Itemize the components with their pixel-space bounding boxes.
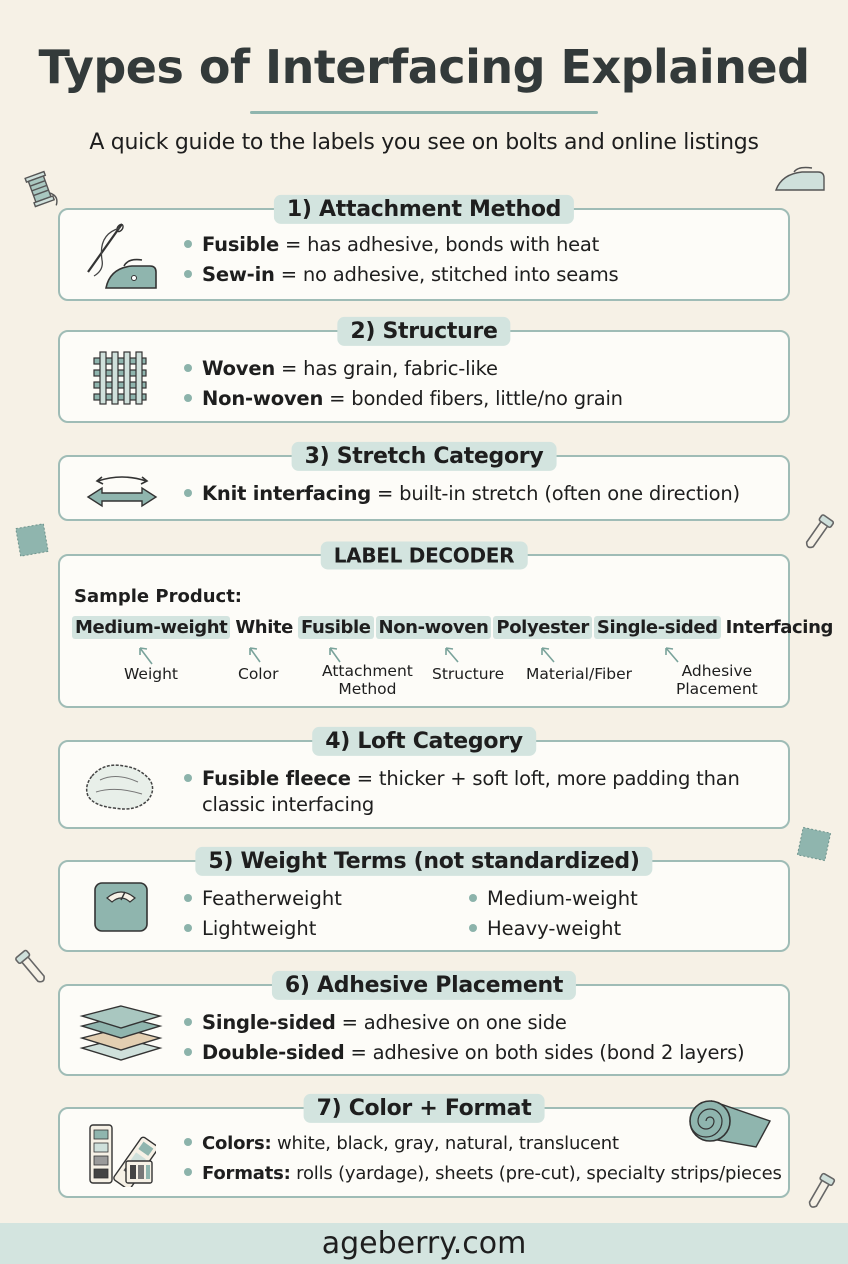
term-non-woven: Non-woven [376, 616, 492, 639]
scale-icon [92, 880, 150, 934]
decoder-label-attachment: Attachment Method [322, 662, 413, 698]
section-heading: 2) Structure [337, 317, 510, 346]
section-attachment-method [58, 196, 790, 301]
section-heading: 5) Weight Terms (not standardized) [195, 847, 652, 876]
section-label-decoder [58, 543, 833, 708]
section-adhesive-placement [58, 972, 790, 1076]
section-color-format [58, 1095, 790, 1198]
weight-item-medium-weight: Medium-weight [469, 884, 638, 914]
bullet-double-sided: Double-sided = adhesive on both sides (bond 2 layers) [184, 1038, 744, 1068]
safety-pin-decor-icon [800, 513, 836, 553]
term-interfacing: Interfacing [725, 617, 833, 638]
bullet-fusible-fleece: Fusible fleece = thicker + soft loft, more padding than [184, 764, 740, 794]
layers-icon [78, 1002, 164, 1064]
bullet-knit-interfacing: Knit interfacing = built-in stretch (often one direction) [184, 479, 740, 509]
weight-item-featherweight: Featherweight [184, 884, 342, 914]
section-heading: 4) Loft Category [312, 727, 536, 756]
term-polyester: Polyester [493, 616, 591, 639]
page-title: Types of Interfacing Explained [38, 40, 810, 94]
weight-item-heavy-weight: Heavy-weight [469, 914, 621, 944]
term-white: White [235, 617, 293, 638]
fabric-roll-icon [686, 1093, 776, 1153]
bullet-fusible-fleece-line2: classic interfacing [202, 793, 375, 816]
bullet-non-woven: Non-woven = bonded fibers, little/no grain [184, 384, 623, 414]
section-heading: 3) Stretch Category [292, 442, 557, 471]
thread-spool-icon [20, 168, 60, 212]
decoder-label-adhesive: Adhesive Placement [676, 662, 758, 698]
safety-pin-decor-icon-3 [802, 1172, 838, 1212]
fabric-swatch-decor-icon [12, 520, 52, 560]
bullet-colors: Colors: white, black, gray, natural, translucent [184, 1129, 619, 1159]
section-heading: LABEL DECODER [321, 541, 528, 569]
sample-product-terms [72, 616, 838, 639]
iron-decor-icon [772, 166, 828, 196]
section-heading: 7) Color + Format [304, 1094, 545, 1123]
weight-item-lightweight: Lightweight [184, 914, 316, 944]
section-heading: 6) Adhesive Placement [272, 971, 576, 1000]
section-structure [58, 318, 790, 423]
fleece-icon [80, 756, 160, 816]
term-single-sided: Single-sided [594, 616, 721, 639]
bullet-formats: Formats: rolls (yardage), sheets (pre-cut), specialty strips/pieces [184, 1159, 782, 1189]
decoder-label-color: Color [238, 665, 279, 683]
bullet-single-sided: Single-sided = adhesive on one side [184, 1008, 567, 1038]
decoder-label-material: Material/Fiber [526, 665, 633, 683]
swatch-card-icon [86, 1121, 156, 1187]
needle-and-iron-icon [80, 220, 160, 292]
footer-site-name: ageberry.com [0, 1223, 848, 1264]
section-weight-terms [58, 848, 790, 952]
safety-pin-decor-icon-2 [14, 948, 50, 988]
title-underline [250, 111, 598, 114]
bullet-sew-in: Sew-in = no adhesive, stitched into seams [184, 260, 619, 290]
section-loft-category [58, 728, 790, 829]
woven-grid-icon [90, 348, 150, 408]
section-stretch-category [58, 443, 790, 521]
fabric-swatch-decor-icon-2 [794, 824, 834, 864]
decoder-label-structure: Structure [432, 665, 505, 683]
sample-product-label: Sample Product: [74, 586, 243, 607]
bullet-fusible: Fusible = has adhesive, bonds with heat [184, 230, 599, 260]
decoder-label-weight: Weight [124, 665, 179, 683]
stretch-arrow-icon [84, 471, 160, 509]
page-subtitle: A quick guide to the labels you see on bolts and online listings [89, 130, 759, 155]
section-heading: 1) Attachment Method [274, 195, 574, 224]
bullet-woven: Woven = has grain, fabric-like [184, 354, 498, 384]
term-fusible: Fusible [298, 616, 374, 639]
term-medium-weight: Medium-weight [72, 616, 230, 639]
